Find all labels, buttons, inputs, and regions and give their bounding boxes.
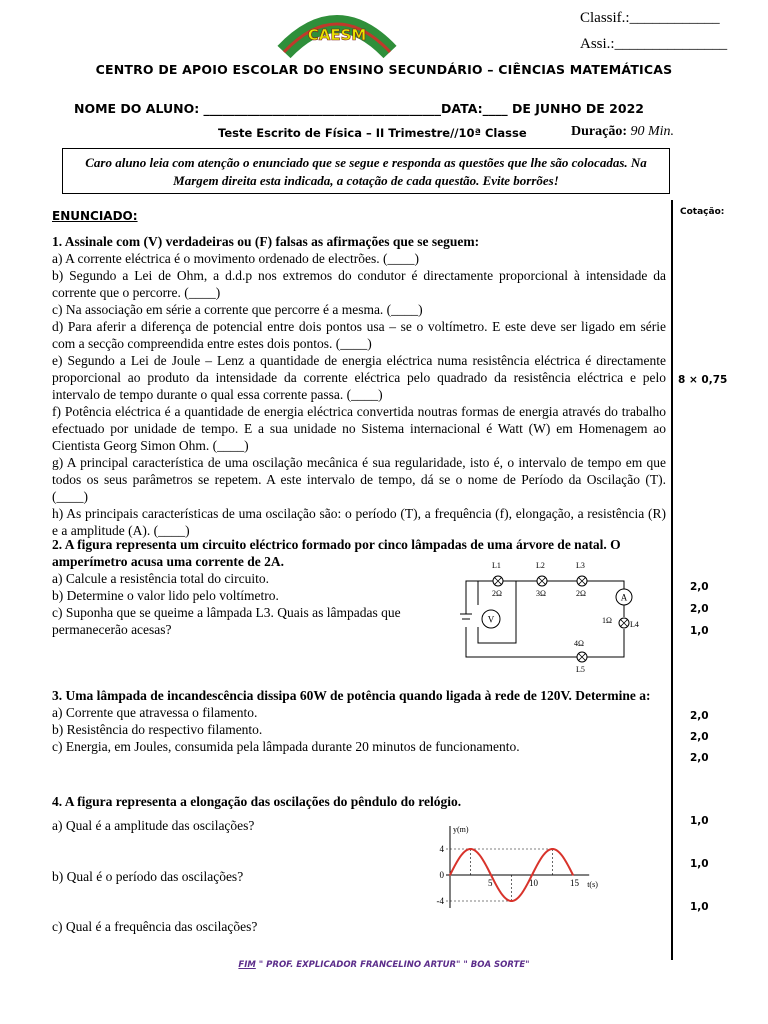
mark-q1: 8 × 0,75 bbox=[678, 374, 728, 386]
footer-text: " PROF. EXPLICADOR FRANCELINO ARTUR" " BOA SORTE" bbox=[255, 960, 530, 970]
instructions-box: Caro aluno leia com atenção o enunciado que se segue e responda as questões que lhe são colocadas. Na Margem direita esta indicada, a cotação de cada questão. Evite borrões! bbox=[62, 148, 670, 194]
data-point bbox=[531, 874, 533, 876]
question-1-item-b: b) Segundo a Lei de Ohm, a d.d.p nos extremos do condutor é directamente proporcional à intensidade da corrente que o percorre. (____) bbox=[52, 268, 666, 300]
footer-fim: FIM bbox=[238, 960, 256, 970]
data-point bbox=[490, 874, 492, 876]
question-2-item-b: b) Determine o valor lido pelo voltímetro. bbox=[52, 588, 279, 603]
lamp-l4-label: L4 bbox=[630, 620, 639, 629]
mark-q3b: 2,0 bbox=[690, 731, 709, 743]
elongation-chart bbox=[416, 822, 648, 912]
question-3-item-b: b) Resistência do respectivo filamento. bbox=[52, 722, 263, 737]
resistance-l3: 2Ω bbox=[576, 589, 586, 598]
classif-field: Classif.:____________ bbox=[580, 10, 720, 26]
assi-field: Assi.:_______________ bbox=[580, 36, 728, 52]
margin-divider bbox=[671, 200, 673, 960]
voltmeter-label: V bbox=[487, 614, 495, 625]
resistance-l4: 1Ω bbox=[602, 616, 612, 625]
question-1-item-c: c) Na associação em série a corrente que percorre é a mesma. (____) bbox=[52, 302, 423, 317]
data-point bbox=[552, 848, 554, 850]
question-1-item-h: h) As principais características de uma oscilação são: o período (T), a frequência (f), elongação, a resistência (R) e a amplitude (A). (____) bbox=[52, 506, 666, 538]
lamp-l5-label: L5 bbox=[576, 665, 585, 674]
question-1-item-g: g) A principal característica de uma oscilação mecânica é sua regularidade, isto é, o intervalo de tempo em que todos os seus parâmetros se repetem. A este intervalo de tempo, dá se o nome de Período da Oscilação (T). (____) bbox=[52, 455, 666, 504]
y-axis-label: y(m) bbox=[453, 825, 469, 834]
question-2-item-a: a) Calcule a resistência total do circuito. bbox=[52, 571, 270, 586]
logo-text: CAESM bbox=[307, 26, 367, 44]
question-3-item-c: c) Energia, em Joules, consumida pela lâmpada durante 20 minutos de funcionamento. bbox=[52, 739, 520, 754]
x-tick-label: 5 bbox=[488, 878, 493, 888]
mark-q4b: 1,0 bbox=[690, 858, 709, 870]
mark-q3a: 2,0 bbox=[690, 710, 709, 722]
x-tick-label: 15 bbox=[570, 878, 579, 888]
school-logo bbox=[278, 8, 396, 60]
y-tick-label: 0 bbox=[439, 870, 444, 880]
question-1-item-a: a) A corrente eléctrica é o movimento ordenado de electrões. (____) bbox=[52, 251, 419, 266]
test-title: Teste Escrito de Física – II Trimestre//10ª Classe bbox=[218, 126, 527, 140]
question-4-item-b: b) Qual é o período das oscilações? bbox=[52, 869, 244, 884]
lamp-l1-label: L1 bbox=[492, 561, 501, 570]
student-name-date-line: NOME DO ALUNO: ______________________________________DATA:____ DE JUNHO DE 2022 bbox=[74, 101, 644, 116]
lamp-l2-label: L2 bbox=[536, 561, 545, 570]
data-point bbox=[572, 874, 574, 876]
question-1-item-f: f) Potência eléctrica é a quantidade de energia eléctrica convertida noutras formas de energia através do trabalho efectuado por unidade de tempo. E a sua unidade no Sistema internacional é Watt (W) em Homenagem ao Cientista Georg Simon Ohm. (____) bbox=[52, 404, 666, 453]
footer bbox=[0, 960, 768, 970]
lamp-l3-label: L3 bbox=[576, 561, 585, 570]
y-tick-label: 4 bbox=[439, 844, 444, 854]
duration-label: Duração: bbox=[571, 124, 627, 139]
resistance-l5: 4Ω bbox=[574, 639, 584, 648]
x-axis-label: t(s) bbox=[587, 880, 598, 889]
mark-q3c: 2,0 bbox=[690, 752, 709, 764]
question-1-item-d: d) Para aferir a diferença de potencial entre dois pontos usa – se o voltímetro. E este deve ser ligado em série com a secção compreendida entre estes dois pontos. (____) bbox=[52, 319, 666, 351]
mark-q2c: 1,0 bbox=[690, 625, 709, 637]
circuit-diagram bbox=[456, 557, 639, 674]
duration-value: 90 Min. bbox=[630, 124, 675, 139]
question-4-item-c: c) Qual é a frequência das oscilações? bbox=[52, 919, 258, 934]
question-1 bbox=[52, 233, 666, 539]
question-4-item-a: a) Qual é a amplitude das oscilações? bbox=[52, 818, 255, 833]
mark-q4a: 1,0 bbox=[690, 815, 709, 827]
mark-q2b: 2,0 bbox=[690, 603, 709, 615]
question-3-title: 3. Uma lâmpada de incandescência dissipa 60W de potência quando ligada à rede de 120V. Determine a: bbox=[52, 688, 651, 703]
question-1-item-e: e) Segundo a Lei de Joule – Lenz a quantidade de energia eléctrica numa resistência eléctrica é directamente proporcional ao produto da intensidade da corrente eléctrica pelo quadrado da resistência eléctrica e pelo intervalo de tempo durante o qual essa corrente passa. (____) bbox=[52, 353, 666, 402]
y-tick-label: -4 bbox=[436, 896, 444, 906]
question-2-title: 2. A figura representa um circuito eléctrico formado por cinco lâmpadas de uma árvore de natal. O amperímetro acusa uma corrente de 2A. bbox=[52, 537, 621, 569]
data-point bbox=[449, 874, 451, 876]
enunciado-label: ENUNCIADO: bbox=[52, 209, 138, 223]
question-2-item-c: c) Suponha que se queime a lâmpada L3. Quais as lâmpadas que permanecerão acesas? bbox=[52, 605, 401, 637]
mark-q2a: 2,0 bbox=[690, 581, 709, 593]
data-point bbox=[511, 900, 513, 902]
x-tick-label: 10 bbox=[529, 878, 538, 888]
cotacao-header: Cotação: bbox=[680, 207, 725, 217]
school-name: CENTRO DE APOIO ESCOLAR DO ENSINO SECUNDÁRIO – CIÊNCIAS MATEMÁTICAS bbox=[95, 62, 673, 77]
ammeter-label: A bbox=[620, 592, 628, 603]
question-1-title: 1. Assinale com (V) verdadeiras ou (F) falsas as afirmações que se seguem: bbox=[52, 234, 480, 249]
resistance-l2: 3Ω bbox=[536, 589, 546, 598]
mark-q4c: 1,0 bbox=[690, 901, 709, 913]
question-4-title: 4. A figura representa a elongação das oscilações do pêndulo do relógio. bbox=[52, 794, 462, 809]
question-3-item-a: a) Corrente que atravessa o filamento. bbox=[52, 705, 258, 720]
resistance-l1: 2Ω bbox=[492, 589, 502, 598]
duration bbox=[571, 124, 674, 140]
data-point bbox=[470, 848, 472, 850]
question-3 bbox=[52, 687, 666, 755]
